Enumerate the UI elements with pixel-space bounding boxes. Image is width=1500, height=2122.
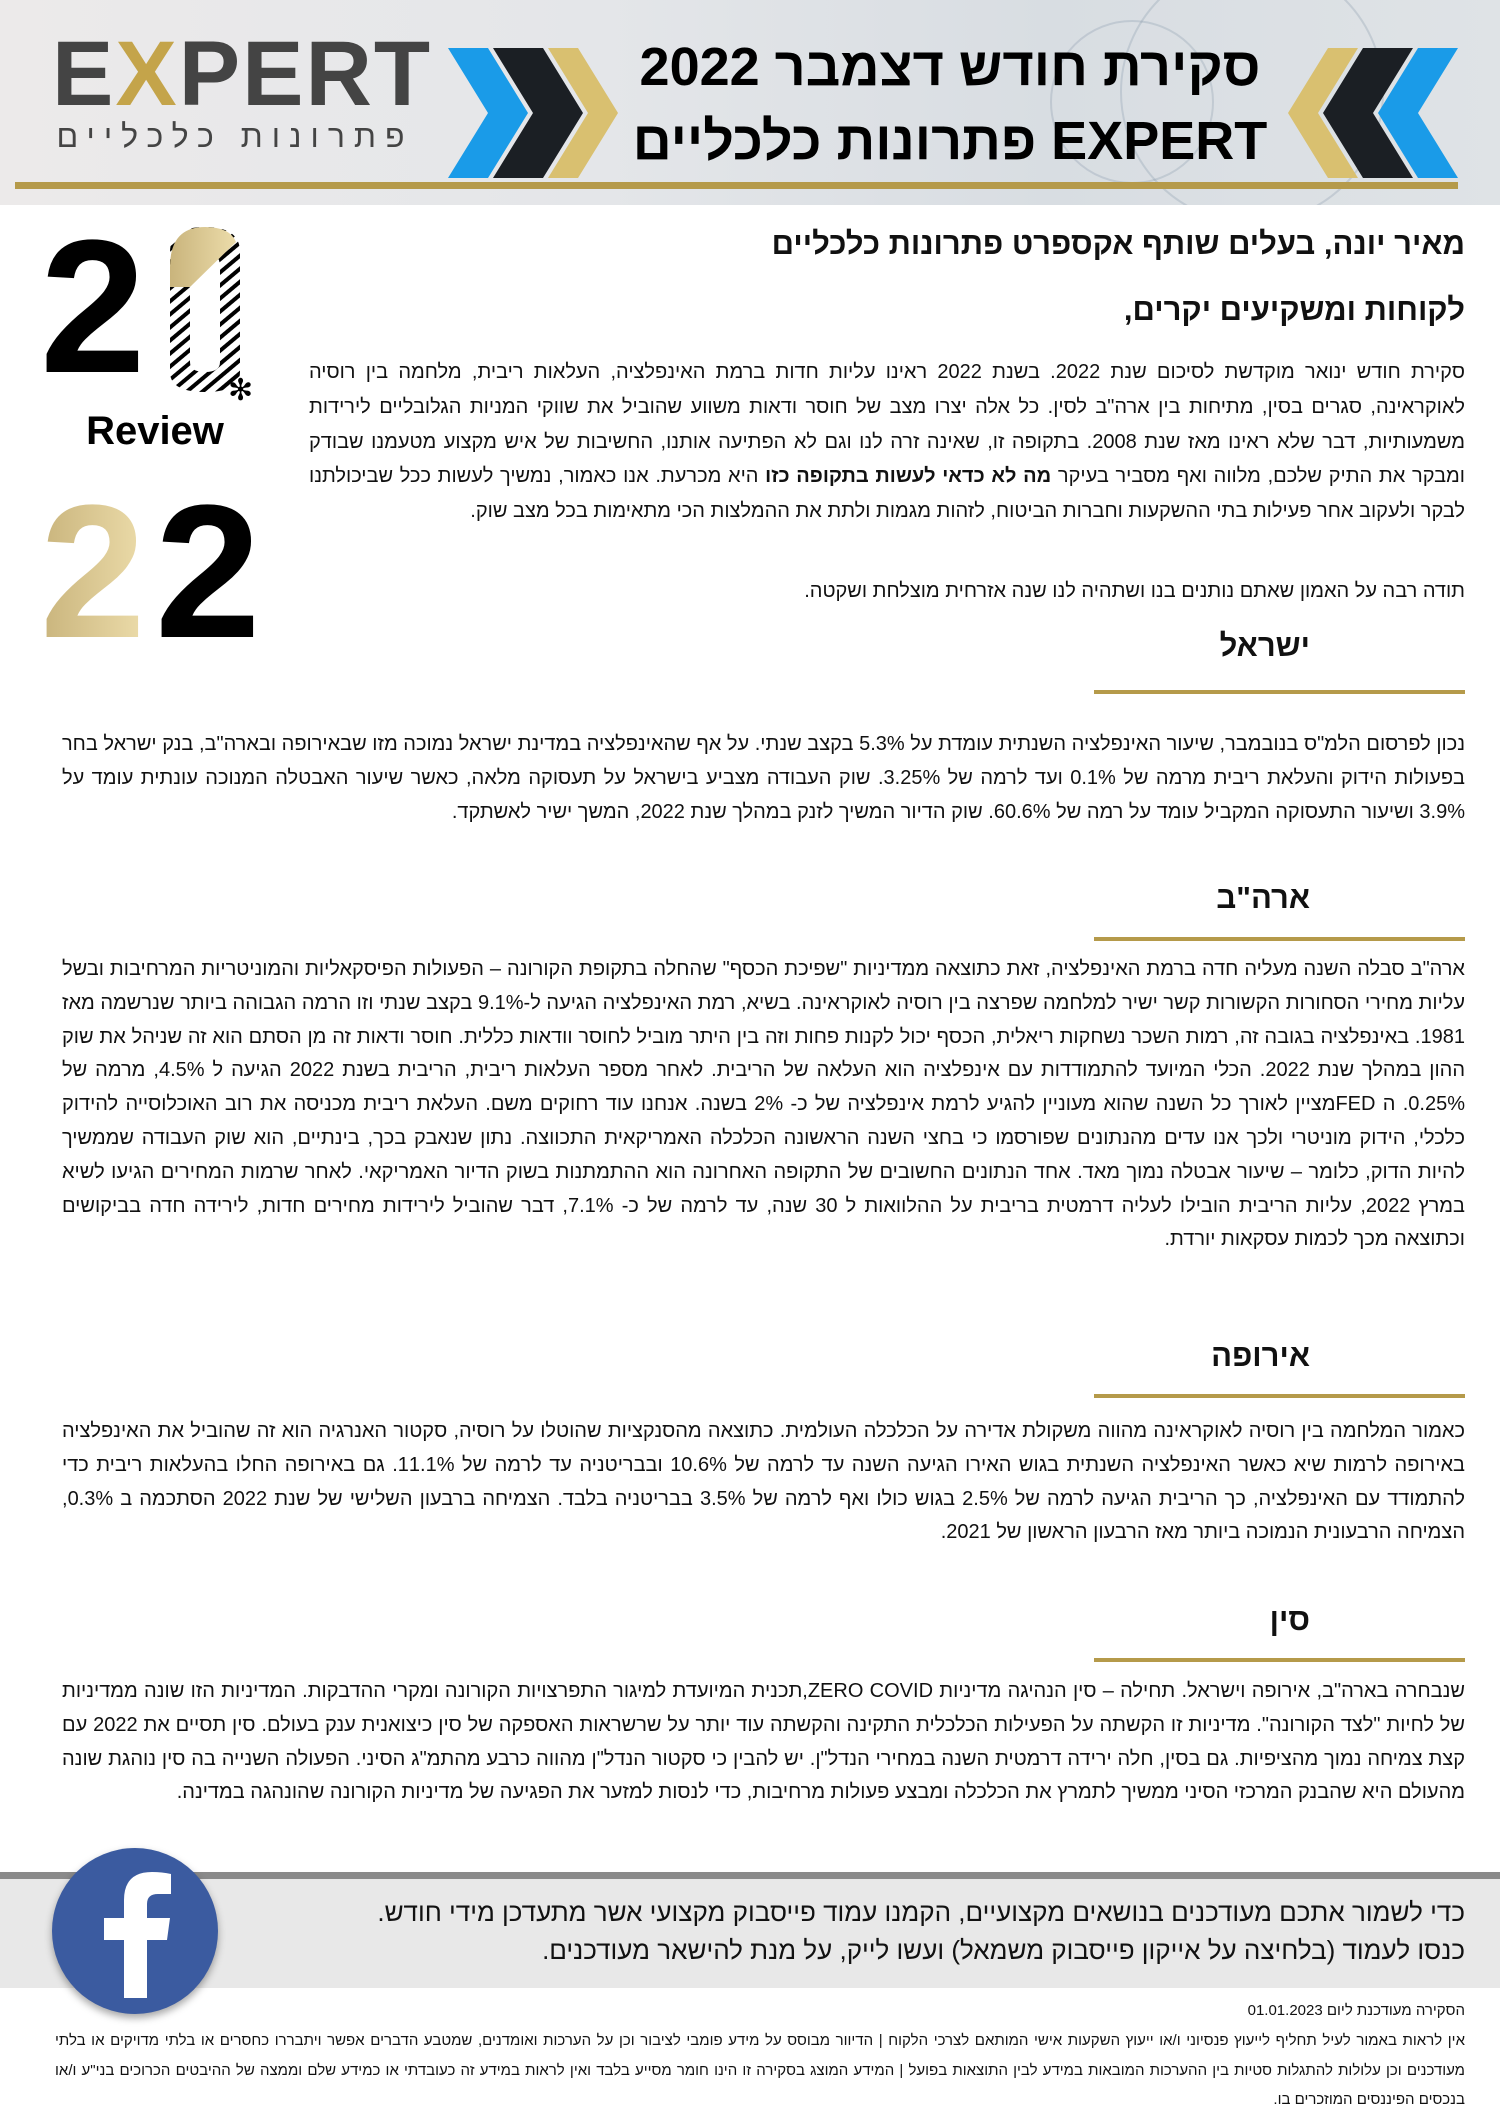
svg-text:2: 2 [40, 212, 146, 413]
facebook-f-glyph [52, 1848, 218, 2014]
svg-text:2: 2 [40, 466, 146, 642]
section-divider [1094, 1394, 1465, 1398]
section-heading-israel: ישראל [1219, 628, 1310, 663]
section-heading-china: סין [1269, 1602, 1310, 1637]
section-divider [1094, 937, 1465, 941]
report-title: סקירת חודש דצמבר 2022 [639, 37, 1261, 97]
review-label: Review [86, 409, 224, 453]
svg-text:✻: ✻ [228, 373, 254, 408]
section-heading-usa: ארה"ב [1216, 880, 1310, 915]
section-heading-europe: אירופה [1211, 1338, 1310, 1373]
intro-text: היא מכרעת. אנו כאמור, נמשיך לעשות ככל שביכולתנו לבקר ולעקוב אחר פעילות בתי ההשקעות וחברות הביטוח, לזהות מגמות ולתת את ההמלצות הכי מתאימות בכל מצב שוק. [309, 465, 1465, 523]
intro-paragraph [309, 355, 1465, 529]
section-body-china: שנבחרה בארה"ב, אירופה וישראל. תחילה – סין הנהיגה מדיניות ZERO COVID,תכנית המיועדת למיגור התפרצויות הקורונה ומקרי ההדבקות. המדיניות הזו שונה ממדיניות של לחיות "לצד הקורונה". מדיניות זו הקשתה על הפעילות הכלכלית התקינה והקשתה עוד יותר על שרשראות האספקה של סין כיצואנית ענק בעולם. סין תסיים את 2022 עם קצת צמיחה נמוך מהציפיות. גם בסין, חלה ירידה דרמטית השנה במחירי הנדל"ן. יש להבין כי סקטור הנדל"ן מהווה כרבע מהתמ"ג הסיני. הפעולה השנייה בה סין נוהגת שונה מהעולם היא שהבנק המרכזי הסיני ממשיך לתמרץ את הכלכלה ומבצע פעולות מרחיבות, כדי לנסות למזער את הפגיעה של מדיניות הקורונה שהונהגה במדינה. [62, 1680, 1465, 1804]
facebook-icon[interactable] [52, 1848, 218, 2014]
facebook-banner [0, 1872, 1500, 1988]
svg-text:2: 2 [155, 466, 261, 642]
section-body-europe: כאמור המלחמה בין רוסיה לאוקראינה מהווה משקולת אדירה על הכלכלה העולמית. כתוצאה מהסנקציות שהוטלו על רוסיה, סקטור האנרגיה הוא זה שהוביל את האינפלציה באירופה לרמות שיא כאשר האינפלציה השנתית בגוש האירו הגיעה השנה עד לרמה של 10.6% ובבריטניה עד לרמה של 11.1%. גם באירופה החלו בהעלאות ריבית כדי להתמודד עם האינפלציה, כך הריבית הגיעה לרמה של 2.5% בגוש כולו ואף לרמה של 3.5% בבריטניה בלבד. הצמיחה ברבעון השלישי של שנת 2022 הסתכמה ב 0.3%, הצמיחה הרבעונית הנמוכה ביותר מאז הרבעון הראשון של 2021. [62, 1420, 1466, 1544]
section-body-israel: נכון לפרסום הלמ"ס בנובמבר, שיעור האינפלציה השנתית עומדת על 5.3% בקצב שנתי. על אף שהאינפלציה במדינת ישראל נמוכה מזו שבאירופה ובארה"ב, בנק ישראל בחר בפעולות הידוק והעלאת ריבית מרמה של 0.1% ועד לרמה של 3.25%. שוק העבודה מצביע בישראל על תעסוקה מלאה, כאשר שיעור האבטלה המנוכה עונתית עומד על 3.9% ושיעור התעסוקה המקביל עומד על רמה של 60.6%. שוק הדיור המשיך לזנק במהלך שנת 2022, המשך ישיר לאשתקד. [62, 733, 1465, 823]
review-2022-logo [40, 212, 270, 642]
disclaimer: אין לראות באמור לעיל תחליף לייעוץ פנסיוני ו/או ייעוץ השקעות אישי המותאם לצרכי הלקוח | הדיוור מבוסס על מידע פומבי לציבור וכן על הערכות ואומדנים, שמטבע הדברים אפשר ויתבררו כחסרים או בלתי מדויקים או בלתי מעודכנים וכן עלולות להתגלות סטיות בין ההערכות המובאות במידע לבין התוצאות בפועל | המידע המוצג בסקירה זו הינו חומר מסייע בלבד ואין לראות במידע זה כעובדתי או כמידע שלם וממצה של ההיבטים הכרוכים בני"ע ו/או בנכסים הפיננסים המוזכרים בו. [55, 2032, 1465, 2108]
intro-text: סקירת חודש ינואר מוקדשת לסיכום שנת 2022. בשנת 2022 ראינו עליות חדות ברמת האינפלציה, העלאות ריבית, מלחמה בין רוסיה לאוקראינה, סגרים בסין, מתיחות בין ארה"ב לסין. כל אלה יצרו מצב של חוסר ודאות משווע שהוביל את שווקי המניות הגלובליים לירידות משמעותיות, דבר שלא ראינו מאז שנת 2008. בתקופה זו, שאינה זרה לנו וגם לא הפתיעה אותנו, החשיבות של איש מקצוע מטעמנו שבודק ומבקר את התיק שלכם, מלווה ואף מסביר בעיקר [309, 361, 1466, 488]
header-divider [15, 182, 1458, 189]
author-heading: מאיר יונה, בעלים שותף אקספרט פתרונות כלכליים [771, 226, 1465, 261]
report-subtitle: EXPERT פתרונות כלכליים [632, 111, 1268, 171]
section-body-usa: ארה"ב סבלה השנה מעליה חדה ברמת האינפלציה, זאת כתוצאה ממדיניות "שפיכת הכסף" שהחלה בתקופת הקורונה – הפעולות הפיסקאליות והמוניטריות המרחיבות ובשל עליות מחירי הסחורות הקשורות קשר ישיר למלחמה שפרצה בין רוסיה לאוקראינה. בשיא, רמת האינפלציה הגיעה ל-9.1% בקצב שנתי וזו הרמה הגבוהה ביותר שנרשמה מאז 1981. באינפלציה בגובה זה, רמות השכר נשחקות ריאלית, הכסף יכול לקנות פחות וזה בין היתר מוביל לחוסר וודאות כללית. חוסר ודאות זה מן הסתם הוא זה שניהל את שוק ההון במהלך שנת 2022. הכלי המיועד להתמודדות עם אינפלציה הוא העלאה של הריבית. לאחר מספר העלאות ריבית, הריבית בשנת 2022 הגיעה ל 4.5%, מרמה של 0.25%. ה FEDמציין לאורך כל השנה שהוא מעוניין להגיע לרמת אינפלציה של כ- 2% בשנה. אנחנו עוד רחוקים משם. העלאת ריבית מכניסה את רוב האוכלוסייה להידוק כלכלי, הידוק מוניטרי ולכך אנו עדים מהנתונים שפורסמו כי בחצי השנה הראשונה הכלכלה האמריקאית התכווצה. נתון שנאבק בכך, בינתיים, הוא שוק העבודה שממשיך להיות הדוק, כלומר – שיעור אבטלה נמוך מאד. אחד הנתונים החשובים של התקופה האחרונה הוא ההתמתנות בשוק הדיור האמריקאי. לאחר שרמות המחירים הגיעו לשיא במרץ 2022, עליות הריבית הובילו לעליה דרמטית בריבית על ההלוואות ל 30 שנה, עד לרמה של כ- 7.1%, דבר שהוביל לירידות מחירים חדות, לירידה חדה בביקושים וכתוצאה מכך לכמות עסקאות יורדת. [62, 958, 1466, 1251]
update-date: הסקירה מעודכנת ליום 01.01.2023 [1247, 2002, 1465, 2019]
section-divider [1094, 1658, 1465, 1662]
chevron-right-icon [448, 48, 618, 178]
logo-subtitle: פתרונות כלכליים [56, 118, 414, 154]
chevron-left-icon [1288, 48, 1458, 178]
facebook-promo-text: כנסו לעמוד (בלחיצה על אייקון פייסבוק משמאל) ועשו לייק, על מנת להישאר מעודכנים. [542, 1935, 1465, 1965]
thanks-line: תודה רבה על האמון שאתם נותנים בנו ושתהיה לנו שנה אזרחית מוצלחת ושקטה. [804, 580, 1465, 602]
intro-bold-text: מה לא כדאי לעשות בתקופה כזו [765, 465, 1052, 488]
section-divider [1094, 690, 1465, 694]
expert-logo: EXPERT [52, 23, 433, 125]
facebook-promo-text: כדי לשמור אתכם מעודכנים בנושאים מקצועיים, הקמנו עמוד פייסבוק מקצועי אשר מתעדכן מידי חודש. [377, 1897, 1465, 1927]
salutation: לקוחות ומשקיעים יקרים, [1123, 292, 1465, 327]
